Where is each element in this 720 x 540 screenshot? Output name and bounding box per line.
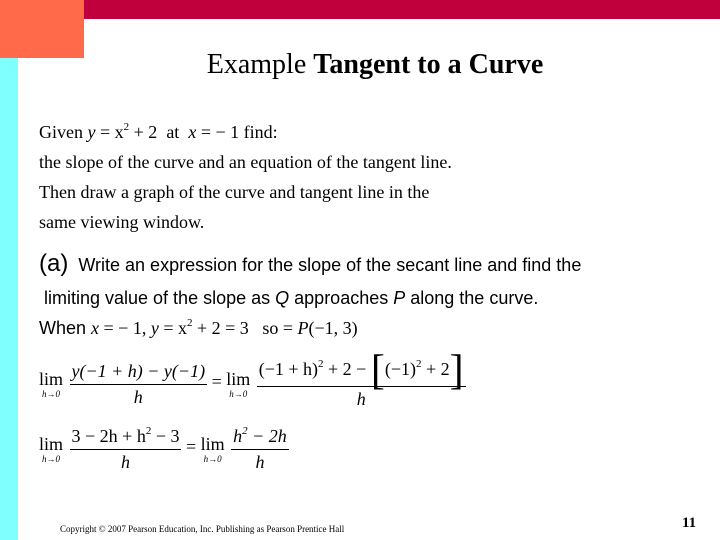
top-accent-band	[84, 0, 720, 19]
given-word: Given	[39, 122, 83, 142]
when-y: y	[150, 318, 159, 338]
limiting-line	[44, 288, 538, 309]
when-eq2: = x	[158, 318, 187, 338]
when-line	[39, 318, 358, 339]
equals-sign: =	[211, 371, 222, 392]
at-word: at	[166, 122, 180, 142]
when-eq1: = − 1,	[99, 318, 151, 338]
title-bold: Tangent to a Curve	[313, 49, 544, 80]
limit-2b	[201, 434, 225, 464]
limiting-text-c: along the curve.	[405, 288, 539, 308]
part-a-line	[39, 250, 582, 277]
limit-subscript: h→0	[229, 388, 248, 399]
numerator-term-a: h	[233, 426, 243, 446]
point-q: Q	[275, 288, 290, 308]
slide-title	[0, 48, 720, 82]
equation-1	[39, 348, 466, 411]
numerator-term-d: + 2	[421, 359, 450, 380]
var-x: x	[188, 122, 197, 142]
window-line: same viewing window.	[39, 212, 205, 232]
var-y: y	[87, 122, 96, 142]
limit-subscript: h→0	[203, 453, 222, 464]
part-a-label: (a)	[39, 250, 69, 277]
numerator-term-a: 3 − 2h + h	[71, 426, 146, 446]
left-accent-band	[0, 58, 18, 540]
limit-word: lim	[39, 433, 64, 454]
when-word: When	[39, 318, 92, 338]
copyright-footer: Copyright © 2007 Pearson Education, Inc. Publishing as Pearson Prentice Hall	[60, 524, 345, 534]
given-eq-b: + 2	[129, 122, 158, 142]
limit-2	[39, 434, 63, 464]
title-prefix: Example	[206, 49, 307, 80]
numerator-exponent-a: 2	[318, 358, 324, 371]
fraction-numerator: y(−1 + h) − y(−1)	[70, 358, 208, 385]
limit-1b	[226, 369, 250, 399]
expanded-fraction	[257, 348, 466, 411]
numerator-term-b: − 2h	[247, 426, 287, 446]
point-coords: (−1, 3)	[308, 318, 358, 338]
limiting-text-a: limiting value of the slope as	[44, 288, 276, 308]
numerator-term-c: (−1)	[384, 359, 416, 380]
reduced-fraction	[231, 423, 289, 474]
fraction-denominator: h	[255, 452, 265, 472]
simplified-fraction	[70, 423, 182, 474]
find-word: find:	[243, 122, 278, 142]
when-exponent: 2	[187, 317, 193, 329]
point-p: P	[393, 288, 406, 308]
when-eq3: + 2 = 3	[192, 318, 249, 338]
fraction-denominator: h	[133, 387, 143, 407]
given-exponent: 2	[123, 121, 130, 133]
bracket-open: [	[370, 348, 385, 394]
numerator-term-a: (−1 + h)	[258, 359, 319, 380]
page-number: 11	[682, 515, 697, 531]
numerator-exponent: 2	[242, 425, 248, 437]
equation-2	[39, 423, 289, 474]
limit-subscript: h→0	[42, 388, 60, 399]
point-p-label: P	[297, 318, 309, 338]
fraction-numerator	[257, 348, 466, 394]
limit-1	[39, 369, 63, 399]
fraction-denominator: h	[356, 389, 366, 409]
given-eq-a: = x	[95, 122, 124, 142]
limit-subscript: h→0	[42, 453, 60, 464]
limit-word: lim	[226, 368, 251, 389]
numerator-term-b: + 2 −	[323, 359, 371, 380]
limit-word: lim	[39, 368, 64, 389]
numerator-exponent: 2	[145, 425, 152, 437]
fraction-numerator	[70, 423, 182, 450]
fraction-numerator	[231, 423, 289, 450]
numerator-term-b: − 3	[151, 426, 180, 446]
fraction-denominator: h	[121, 452, 130, 472]
draw-line: Then draw a graph of the curve and tangent line in the	[39, 182, 430, 202]
secant-fraction	[70, 358, 208, 409]
slope-line: the slope of the curve and an equation of the tangent line.	[39, 152, 452, 172]
when-x: x	[91, 318, 100, 338]
limiting-text-b: approaches	[289, 288, 394, 308]
so-word: so =	[262, 318, 298, 338]
limit-word: lim	[200, 433, 225, 454]
given-line	[39, 122, 278, 143]
equals-sign: =	[185, 436, 197, 457]
given-eq-c: = − 1	[196, 122, 240, 142]
numerator-exponent-c: 2	[415, 358, 422, 371]
bracket-close: ]	[449, 348, 464, 394]
part-a-text1: Write an expression for the slope of the secant line and find the	[78, 255, 582, 275]
